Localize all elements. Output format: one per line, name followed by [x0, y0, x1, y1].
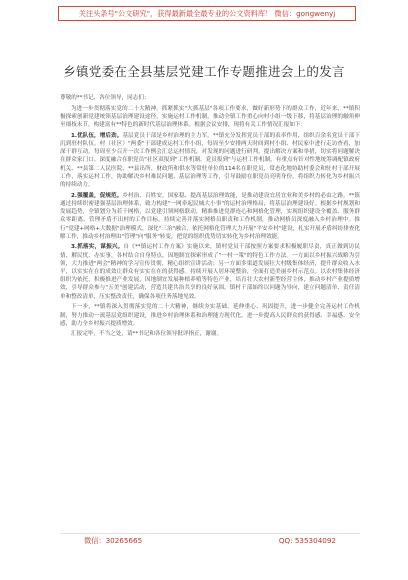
greeting: 尊敬的**书记，各位领导，同志们： — [60, 95, 150, 101]
promo-banner: 关注头条号"公文研究"，获得最新最全最专业的公文资料库！ 微信：gongwenyj — [58, 6, 356, 21]
next-steps-paragraph: 下一步，**镇将深入贯彻落实党的二十大精神，继续夯实基础、延伸重心、巩固提升，进一步健全完善运村工作机制，努力推动一流基层党组织建设，推进乡村治理体系和治理能力现代化，进一步提高人民群众的获得感、幸福感、安全感，助力全乡村振兴提质增效。 — [60, 304, 360, 327]
section-heading: 1.优队伍，增后劲。 — [71, 132, 123, 139]
section-2-paragraph: 2.强覆盖，促规范。乡村治、百姓安。国家稳、提高基层治理效能，是推动建设宜居宜业和美乡村的必由之路。**镇通过持续织密建强基层治理体系，致力构建"一网牵起民城大小事"的运村治理格局，将基层治理建设好。根据乡村规划和发展趋势，全镇划分为若干网格，以党建引领网格联动，精准推进党群连心和网格化管理，实现组织建设全覆盖、服务群众零距离、管理矛盾不出村的工作目标。持续完善并落实网格员职责和工作机制，推动网格员深度融入乡村治理中。推行"党建+网格+大数据"治理模式，深化"三治"融合，依托网格化管理大力开展"平安乡村"建设，扎实开展矛盾纠纷排查化解工作，推动乡村治理由"管理"向"服务"转变，把党的组织优势切实转化为乡村治理效能。 — [60, 192, 360, 240]
document-body — [60, 94, 360, 518]
intro-paragraph: 为进一步贯彻落实党的二十大精神，抓紧抓实"大抓基层"各项工作要求，做好新形势下的群众工作，近年来，**镇积极探索创新党建统领基层治理建设途径，实施运村工作机制，推动全镇工作重心向村小组一级下移，将基层治理的触角伸至细枝末节，构建富有**特色的新时代基层治理体系。根据会议安排，现将有关工作情况汇报如下： — [60, 105, 360, 129]
wechat-contact: 微信：30265665 — [84, 535, 143, 545]
qq-contact: QQ: 535304092 — [278, 536, 336, 545]
section-3-paragraph: 3.抓落实，谋振兴。自《**镇运村工作方案》实施以来，镇村党员干部按照方案要求积极履职尽责，真正做到访民情、解民忧、办实事，各村结合自身特点，因地制宜探索形成了"一村一策"的特色工作方法。一方面以乡村振兴战略为引领，大力推进"两会"精神的学习宣传贯彻，精心组织宣讲活动；另一方面多渠道发展壮大村级集体经济，提升群众收入水平，以实实在在的成效让群众有实实在在的获得感。持续开展人居环境整治，全面打造美丽乡村示范点。以农村集体经济组织为依托，积极推进产业发展，因地制宜发展种植养殖等特色产业，培育壮大农村新型经营主体，推动乡村产业提质增效，引导群众参与"五美"创建活动，营造共建共治共享的良好氛围，镇村干部始终以问题为导向，建立问题清单、责任清单和整改清单，压实整改责任，确保各项任务落地见效。 — [60, 244, 360, 300]
closing-paragraph: 汇报完毕，不当之处，请**书记和各位领导批评指正，谢谢。 — [71, 331, 223, 338]
section-heading: 3.抓落实，谋振兴。 — [71, 244, 124, 251]
contact-footer — [60, 533, 360, 547]
section-1-paragraph: 1.优队伍，增后劲。基层党员干部是乡村治理的主力军。**镇充分发挥党员干部的表率作用，组织百余名党员干部下沉到驻村队伍。村（社区）"两委"干部建成运村工作小组，每周至少安排两天时间到村小组、村民家中进行走访查看，加深干群互动。每周至少召开一次工作例会汇总运村情况，对发现的问题进行研判，提出解决方案和举措，切实将问题解决在群众家门口。深度融合在职党员"社区双报到"工作机制，党员报到"与运村工作机制，有重点有针对性地统筹调配镇政府机关、**县第二人民医院、**县出所、财政所和供水等常驻单位的114名在职党员，常态化地协助村委会和驻村干部开展工作，落实运村工作，协助解决乡村难民问题、基层治理等工作，引导鼓励在职党员亮明身份，将组织力转化为乡村振兴的持续动力。 — [60, 132, 360, 189]
document-title: 乡镇党委在全县基层党建工作专题推进会上的发言 — [63, 64, 345, 79]
section-heading: 2.强覆盖，促规范。 — [71, 192, 123, 199]
